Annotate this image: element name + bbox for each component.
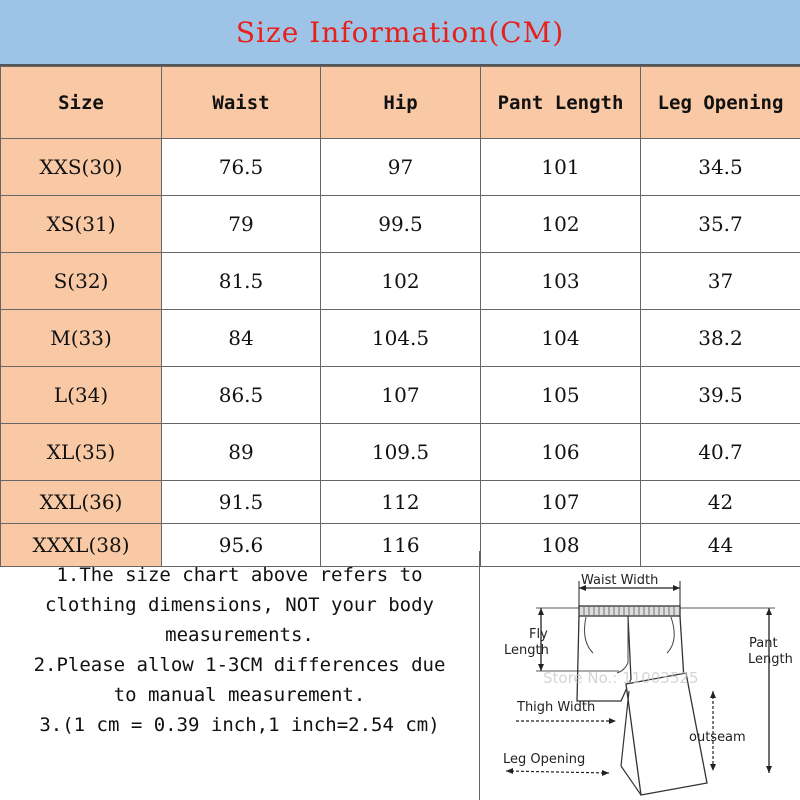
cell-hip: 102 bbox=[321, 253, 481, 310]
cell-size: XS(31) bbox=[1, 196, 162, 253]
cell-leg-opening: 44 bbox=[641, 524, 800, 567]
note-line: measurements. bbox=[165, 624, 314, 646]
pants-measurement-diagram bbox=[481, 551, 800, 800]
table-row bbox=[1, 253, 800, 310]
cell-waist: 84 bbox=[162, 310, 321, 367]
cell-waist: 91.5 bbox=[162, 481, 321, 524]
note-line: 3.(1 cm = 0.39 inch,1 inch=2.54 cm) bbox=[39, 714, 440, 736]
store-watermark: Store No.: 11003525 bbox=[543, 669, 699, 687]
leg-opening-label: Leg Opening bbox=[503, 752, 586, 767]
table-row bbox=[1, 139, 800, 196]
header-hip: Hip bbox=[321, 67, 481, 139]
cell-waist: 76.5 bbox=[162, 139, 321, 196]
fly-length-label-2: Length bbox=[504, 643, 549, 658]
size-notes bbox=[0, 551, 480, 800]
cell-size: S(32) bbox=[1, 253, 162, 310]
cell-leg-opening: 34.5 bbox=[641, 139, 800, 196]
cell-leg-opening: 42 bbox=[641, 481, 800, 524]
cell-pant-length: 108 bbox=[481, 524, 641, 567]
cell-hip: 97 bbox=[321, 139, 481, 196]
cell-hip: 109.5 bbox=[321, 424, 481, 481]
cell-pant-length: 101 bbox=[481, 139, 641, 196]
cell-size: XXL(36) bbox=[1, 481, 162, 524]
cell-leg-opening: 37 bbox=[641, 253, 800, 310]
cell-leg-opening: 35.7 bbox=[641, 196, 800, 253]
cell-pant-length: 106 bbox=[481, 424, 641, 481]
pant-length-label-2: Length bbox=[748, 652, 793, 667]
table-row bbox=[1, 310, 800, 367]
note-line: clothing dimensions, NOT your body bbox=[45, 594, 434, 616]
cell-pant-length: 104 bbox=[481, 310, 641, 367]
outseam-label: outseam bbox=[689, 730, 746, 745]
cell-waist: 86.5 bbox=[162, 367, 321, 424]
header-size: Size bbox=[1, 67, 162, 139]
note-line: 1.The size chart above refers to bbox=[56, 564, 423, 586]
leg-opening-arrow bbox=[506, 771, 609, 773]
cell-pant-length: 102 bbox=[481, 196, 641, 253]
header-waist: Waist bbox=[162, 67, 321, 139]
page-title: Size Information(CM) bbox=[235, 15, 565, 49]
cell-hip: 116 bbox=[321, 524, 481, 567]
note-line: to manual measurement. bbox=[113, 684, 366, 706]
note-line: 2.Please allow 1-3CM differences due bbox=[33, 654, 446, 676]
cell-waist: 89 bbox=[162, 424, 321, 481]
table-row bbox=[1, 481, 800, 524]
header-row bbox=[1, 67, 800, 139]
pant-length-label-1: Pant bbox=[749, 636, 778, 651]
cell-size: L(34) bbox=[1, 367, 162, 424]
cell-size: M(33) bbox=[1, 310, 162, 367]
title-bar bbox=[0, 0, 800, 66]
cell-leg-opening: 40.7 bbox=[641, 424, 800, 481]
cell-waist: 95.6 bbox=[162, 524, 321, 567]
cell-leg-opening: 39.5 bbox=[641, 367, 800, 424]
pants-body-outline bbox=[577, 616, 631, 701]
cell-pant-length: 107 bbox=[481, 481, 641, 524]
cell-hip: 107 bbox=[321, 367, 481, 424]
cell-pant-length: 103 bbox=[481, 253, 641, 310]
waist-width-label: Waist Width bbox=[581, 573, 659, 588]
cell-hip: 99.5 bbox=[321, 196, 481, 253]
header-pant-length: Pant Length bbox=[481, 67, 641, 139]
header-leg-opening: Leg Opening bbox=[641, 67, 800, 139]
cell-size: XXS(30) bbox=[1, 139, 162, 196]
cell-waist: 81.5 bbox=[162, 253, 321, 310]
table-row bbox=[1, 424, 800, 481]
table-row bbox=[1, 367, 800, 424]
thigh-width-label: Thigh Width bbox=[517, 700, 596, 715]
cell-pant-length: 105 bbox=[481, 367, 641, 424]
cell-leg-opening: 38.2 bbox=[641, 310, 800, 367]
cell-size: XL(35) bbox=[1, 424, 162, 481]
size-table bbox=[0, 66, 800, 567]
cell-hip: 104.5 bbox=[321, 310, 481, 367]
cell-waist: 79 bbox=[162, 196, 321, 253]
cell-hip: 112 bbox=[321, 481, 481, 524]
cell-size: XXXL(38) bbox=[1, 524, 162, 567]
table-row bbox=[1, 196, 800, 253]
fly-length-label-1: Fly bbox=[529, 627, 548, 642]
